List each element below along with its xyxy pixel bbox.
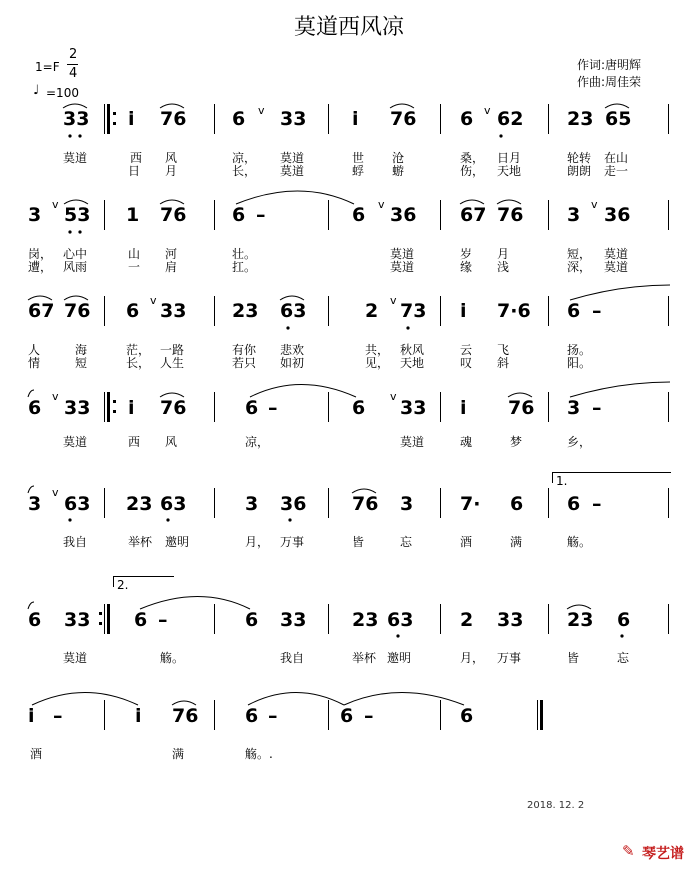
- composer-credit: 作曲:周佳荣: [577, 75, 642, 89]
- lyric: 乡，: [567, 435, 592, 449]
- lyric: 觞。: [160, 651, 185, 665]
- svg-text:v: v: [150, 294, 157, 307]
- note: 6: [352, 204, 366, 226]
- slur: [160, 393, 184, 397]
- lyric: 叹: [460, 356, 473, 370]
- lyric: 忘: [617, 651, 630, 665]
- note: 6: [232, 204, 246, 226]
- note: 53: [64, 204, 91, 226]
- lyric: 月，: [460, 651, 485, 665]
- note: 6: [340, 705, 354, 727]
- lyric: 西: [128, 435, 141, 449]
- note: 36: [604, 204, 631, 226]
- note: i: [128, 397, 135, 419]
- svg-text:v: v: [390, 390, 397, 403]
- slur: [64, 296, 88, 300]
- lyric: 桑，: [460, 151, 485, 165]
- svg-text:v: v: [52, 390, 59, 403]
- tempo-mark: =100: [46, 86, 79, 100]
- lyric: 情: [28, 356, 41, 370]
- note: 23: [352, 609, 379, 631]
- note: 33: [400, 397, 427, 419]
- note: i: [28, 705, 35, 727]
- lyric: 山: [128, 247, 141, 261]
- lyric: 莫道: [280, 164, 305, 178]
- note: 6: [28, 609, 42, 631]
- lyric: 人生: [160, 356, 185, 370]
- note: 76: [160, 108, 187, 130]
- slur: [160, 200, 184, 204]
- note: i: [128, 108, 135, 130]
- lyric: 岁: [460, 247, 473, 261]
- lyric: 斜: [497, 356, 510, 370]
- note: i: [460, 397, 467, 419]
- lyric: 短，: [567, 247, 592, 261]
- note: 6: [510, 493, 524, 515]
- note: 73: [400, 300, 427, 322]
- lyric: 世: [352, 151, 365, 165]
- lyric: 茫，: [126, 343, 151, 357]
- slur: [390, 104, 414, 108]
- note: 76: [172, 705, 199, 727]
- slur: [460, 200, 484, 204]
- note: 76: [352, 493, 379, 515]
- lyric: 走一: [604, 164, 629, 178]
- lyric: 蜉: [352, 164, 365, 178]
- lyric: 阳。: [567, 356, 592, 370]
- note: 7·6: [497, 300, 531, 322]
- note: 2: [365, 300, 379, 322]
- lyric: 月: [165, 164, 178, 178]
- lyric: 邀明: [387, 651, 412, 665]
- lyric: 岗，: [28, 247, 53, 261]
- lyric: 如初: [280, 356, 305, 370]
- lyric: 酒: [460, 535, 473, 549]
- note: 63: [64, 493, 91, 515]
- lyric: 沧: [392, 151, 405, 165]
- note: 6: [126, 300, 140, 322]
- lyric: 飞: [497, 343, 510, 357]
- note: 6: [245, 397, 259, 419]
- lyric: 莫道: [63, 151, 88, 165]
- lyric: 蝣: [392, 164, 405, 178]
- note: 33: [63, 108, 90, 130]
- note: 23: [567, 108, 594, 130]
- note: –: [592, 493, 602, 515]
- lyric: 共，: [365, 343, 390, 357]
- note: 3: [28, 204, 42, 226]
- time-signature-top: 2: [69, 47, 78, 62]
- lyric: 心中: [63, 247, 88, 261]
- note: –: [268, 705, 278, 727]
- lyric: 莫道: [63, 435, 88, 449]
- note: 6: [567, 300, 581, 322]
- lyric: 河: [165, 247, 178, 261]
- lyric: 月，: [245, 535, 270, 549]
- lyric: 凉，: [245, 435, 270, 449]
- note: 62: [497, 108, 524, 130]
- lyric: 西: [130, 151, 143, 165]
- lyric: 一: [128, 260, 141, 274]
- note: 7·: [460, 493, 481, 515]
- lyric: 天地: [400, 356, 425, 370]
- lyric: 风: [165, 435, 178, 449]
- note: i: [135, 705, 142, 727]
- tie: [344, 693, 464, 706]
- lyric: 万事: [497, 651, 522, 665]
- lyric: 莫道: [390, 260, 415, 274]
- note: 6: [245, 609, 259, 631]
- tie: [32, 693, 138, 706]
- note: –: [592, 397, 602, 419]
- tie: [28, 486, 34, 493]
- lyric: 觞。.: [245, 747, 273, 761]
- lyric: 皆: [352, 535, 365, 549]
- note: 76: [160, 204, 187, 226]
- lyric: 长，: [232, 164, 257, 178]
- slur: [605, 104, 629, 108]
- note: 6: [567, 493, 581, 515]
- note: 6: [460, 705, 474, 727]
- note: 6: [245, 705, 259, 727]
- lyric: 莫道: [390, 247, 415, 261]
- lyric: 我自: [280, 651, 305, 665]
- note: 67: [28, 300, 55, 322]
- lyric: 短: [75, 356, 88, 370]
- lyric: 日: [128, 164, 141, 178]
- lyric: 长，: [126, 356, 151, 370]
- note: 23: [232, 300, 259, 322]
- lyric: 魂: [460, 435, 473, 449]
- note: 67: [460, 204, 487, 226]
- slur: [172, 701, 196, 705]
- note: 3: [567, 397, 581, 419]
- slur: [280, 296, 304, 300]
- slur: [28, 296, 52, 300]
- lyric: 忘: [400, 535, 413, 549]
- lyric: 肩: [165, 260, 178, 274]
- lyric: 酒: [30, 747, 43, 761]
- lyric: 凉，: [232, 151, 257, 165]
- lyric: 举杯: [128, 535, 153, 549]
- lyric: 邀明: [165, 535, 190, 549]
- lyric: 天地: [497, 164, 522, 178]
- lyric: 伤，: [460, 164, 485, 178]
- lyric: 若只: [232, 356, 257, 370]
- tie: [248, 693, 344, 706]
- note: i: [352, 108, 359, 130]
- note: 6: [28, 397, 42, 419]
- note: –: [256, 204, 266, 226]
- lyric: 一路: [160, 343, 185, 357]
- tie: [250, 385, 356, 398]
- lyric: 有你: [232, 343, 257, 357]
- note: 6: [232, 108, 246, 130]
- lyric: 扬。: [567, 343, 592, 357]
- note: 33: [64, 609, 91, 631]
- note: 33: [160, 300, 187, 322]
- slur: [160, 104, 184, 108]
- lyric: 朗朗: [567, 164, 592, 178]
- site-logo: 琴艺谱: [642, 846, 684, 862]
- logo-icon: ✎: [622, 842, 635, 860]
- key-signature: 1=F: [35, 60, 60, 74]
- note: 3: [245, 493, 259, 515]
- lyric: 壮。: [232, 247, 257, 261]
- note: –: [53, 705, 63, 727]
- note: 6: [352, 397, 366, 419]
- note: 23: [126, 493, 153, 515]
- lyric: 觞。: [567, 535, 592, 549]
- tie: [140, 597, 250, 610]
- lyric: 轮转: [567, 151, 592, 165]
- lyric: 梦: [510, 435, 523, 449]
- lyric: 人: [28, 343, 41, 357]
- note: –: [364, 705, 374, 727]
- lyric: 日月: [497, 151, 522, 165]
- lyric: 见，: [365, 356, 390, 370]
- note: –: [268, 397, 278, 419]
- slur: [64, 200, 88, 204]
- note: 33: [280, 108, 307, 130]
- note: –: [158, 609, 168, 631]
- lyric: 扛。: [232, 260, 257, 274]
- lyric: 莫道: [604, 247, 629, 261]
- lyric: 悲欢: [280, 343, 305, 357]
- lyric: 满: [510, 535, 523, 549]
- second-ending-label: 2.: [117, 578, 129, 592]
- note: 76: [390, 108, 417, 130]
- lyric: 云: [460, 343, 473, 357]
- note: 63: [160, 493, 187, 515]
- svg-text:v: v: [378, 198, 385, 211]
- slur: [508, 393, 532, 397]
- note: i: [460, 300, 467, 322]
- lyric: 缘: [460, 260, 473, 274]
- slur: [497, 200, 521, 204]
- lyric: 月: [497, 247, 510, 261]
- lyric: 万事: [280, 535, 305, 549]
- slur: [63, 104, 87, 108]
- slur: [567, 605, 591, 609]
- lyric: 莫道: [400, 435, 425, 449]
- svg-text:v: v: [484, 104, 491, 117]
- note: 3: [400, 493, 414, 515]
- lyric: 莫道: [63, 651, 88, 665]
- note: 63: [280, 300, 307, 322]
- date-stamp: 2018. 12. 2: [527, 800, 585, 811]
- note: 3: [567, 204, 581, 226]
- slur: [352, 489, 376, 493]
- page-title: 莫道西风凉: [293, 15, 404, 40]
- lyric: 莫道: [280, 151, 305, 165]
- note: 6: [134, 609, 148, 631]
- svg-text:v: v: [52, 486, 59, 499]
- time-signature-bottom: 4: [69, 66, 78, 81]
- note: 76: [508, 397, 535, 419]
- lyric: 在山: [604, 151, 629, 165]
- note: 36: [280, 493, 307, 515]
- note: 65: [605, 108, 632, 130]
- note: 63: [387, 609, 414, 631]
- tie: [28, 390, 34, 397]
- svg-text:v: v: [390, 294, 397, 307]
- lyric: 浅: [497, 260, 510, 274]
- note: 33: [280, 609, 307, 631]
- lyricist-credit: 作词:唐明辉: [577, 58, 642, 72]
- note: 6: [460, 108, 474, 130]
- note: 6: [617, 609, 631, 631]
- note: 23: [567, 609, 594, 631]
- tie: [570, 285, 670, 300]
- lyric: 莫道: [604, 260, 629, 274]
- quarter-note-icon: ♩: [33, 83, 40, 98]
- lyric: 我自: [63, 535, 88, 549]
- note: 3: [28, 493, 42, 515]
- note: 76: [64, 300, 91, 322]
- note: –: [592, 300, 602, 322]
- lyric: 遭，: [28, 260, 53, 274]
- note: 76: [497, 204, 524, 226]
- lyric: 风: [165, 151, 178, 165]
- note: 33: [497, 609, 524, 631]
- tie: [570, 382, 670, 397]
- tie: [236, 191, 354, 204]
- tie: [28, 602, 34, 609]
- lyric: 深，: [567, 260, 592, 274]
- first-ending-label: 1.: [556, 474, 568, 488]
- lyric: 皆: [567, 651, 580, 665]
- lyric: 举杯: [352, 651, 377, 665]
- note: 33: [64, 397, 91, 419]
- svg-text:v: v: [258, 104, 265, 117]
- lyric: 海: [75, 343, 88, 357]
- note: 2: [460, 609, 474, 631]
- note: 36: [390, 204, 417, 226]
- lyric: 秋风: [400, 343, 425, 357]
- svg-text:v: v: [52, 198, 59, 211]
- lyric: 满: [172, 747, 185, 761]
- lyric: 风雨: [63, 260, 88, 274]
- svg-text:v: v: [591, 198, 598, 211]
- note: 1: [126, 204, 140, 226]
- note: 76: [160, 397, 187, 419]
